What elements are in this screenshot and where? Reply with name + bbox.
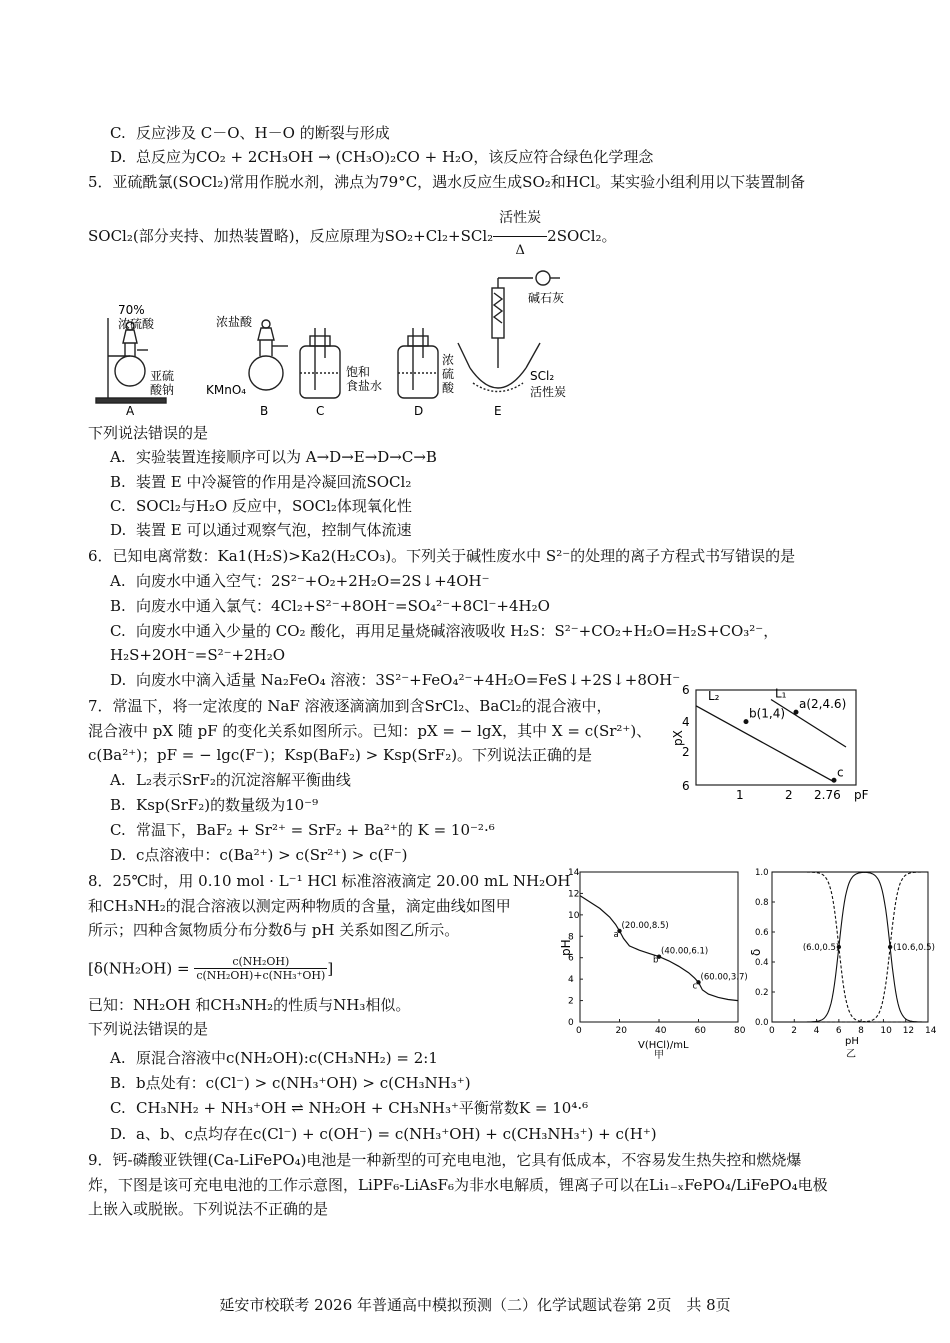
q8a-point-label: (20.00,8.5) [621,920,669,931]
q7-stem-line3: c(Ba²⁺)；pF = − lgc(F⁻)；Ksp(BaF₂) > Ksp(SrF₂)。下列说法正确的是 [88,746,593,764]
q8-ask: 下列说法错误的是 [88,1020,209,1038]
q8-formula: [δ(NH₂OH) = $\frac{\text{c(NH₂OH)}}{\text{c(NH₂OH)+c(NH₃⁺OH)}}$ ] [88,955,334,982]
q7-ytick-1: 4 [682,715,690,729]
q8b-ytick-label: 0.8 [755,898,769,908]
q8a-ylabel: pH [559,939,573,956]
q8a-xtick-label: 60 [694,1026,706,1036]
q8a-plot-frame [580,872,738,1022]
q8-stem-line1: 8．25℃时，用 0.10 mol · L⁻¹ HCl 标准溶液滴定 20.00 mL NH₂OH [88,872,571,890]
q8-stem-line2: 和CH₃NH₂的混合溶液以测定两种物质的含量，滴定曲线如图甲 [88,897,511,915]
q8a-point-tag: c [692,981,698,992]
q7-option-b: B. Ksp(SrF₂)的数量级为10⁻⁹ [110,796,319,814]
q7-point-c-label: c [837,765,844,780]
q8b-xtick-label: 8 [858,1026,864,1036]
q8-stem-line3: 所示；四种含氮物质分布分数δ与 pH 关系如图乙所示。 [88,921,460,939]
q8a-ytick-label: 14 [568,868,580,878]
q9-line2: 炸，下图是该可充电电池的工作示意图，LiPF₆-LiAsF₆为非水电解质，锂离子可以在Li₁₋ₓFePO₄/LiFePO₄电极 [88,1176,828,1194]
q7-point-b [744,719,749,724]
q7-option-a: A. L₂表示SrF₂的沉淀溶解平衡曲线 [110,771,351,789]
apparatus-figure [88,268,578,418]
a-reagent-label-1: 70% [118,303,145,317]
q5-stem-line1: 5．亚硫酰氯(SOCl₂)常用作脱水剂，沸点为79°C，遇水反应生成SO₂和HCl。某实验小组利用以下装置制备 [88,173,806,191]
q6-option-c-cont: H₂S+2OH⁻=S²⁻+2H₂O [110,646,286,664]
q7-pX-pF-chart [668,680,878,805]
q8a-xtick-label: 80 [734,1026,746,1036]
q8b-point-label: (6.0,0.5) [802,943,840,953]
q8-formula-denominator: c(NH₂OH)+c(NH₃⁺OH) [196,969,326,982]
apparatus-tag-b: B [260,404,269,418]
q8-option-d: D. a、b、c点均存在c(Cl⁻) + c(OH⁻) = c(NH₃⁺OH) + c(CH₃NH₃⁺) + c(H⁺) [110,1125,657,1143]
q5-option-d: D. 装置 E 可以通过观察气泡，控制气体流速 [110,521,412,539]
q6-option-d: D. 向废水中滴入适量 Na₂FeO₄ 溶液：3S²⁻+FeO₄²⁻+4H₂O=FeS↓+2S↓+8OH⁻ [110,671,681,689]
q8a-ytick-label: 10 [568,910,580,921]
q8a-point-tag: b [653,955,659,966]
q8b-xtick-label: 2 [791,1026,798,1036]
q8a-point-label: (60.00,3.7) [700,972,748,983]
q8b-xtick-label: 10 [880,1026,892,1036]
b-reagent-label: 浓盐酸 [216,315,253,329]
q7-ytick-2: 2 [682,745,690,759]
b-flask-label: KMnO₄ [206,383,247,397]
q8b-ytick-label: 0.4 [755,958,769,968]
q7-option-d: D. c点溶液中：c(Ba²⁺) > c(Sr²⁺) > c(F⁻) [110,846,408,864]
c-liquid-label-2: 食盐水 [346,379,383,393]
q8b-point [888,945,892,949]
q7-stem-line1: 7．常温下，将一定浓度的 NaF 溶液逐滴滴加到含SrCl₂、BaCl₂的混合液中， [88,697,612,715]
q5-stem-line2: SOCl₂(部分夹持、加热装置略)，反应原理为SO₂+Cl₂+SCl₂ 活性炭 Δ 2SOCl₂。 [88,210,617,258]
d-liquid-label-2: 硫 [442,367,455,381]
q7-point-c [832,778,837,783]
q8a-point-label: (40.00,6.1) [661,946,709,957]
page-footer: 延安市校联考 2026 年普通高中模拟预测（二）化学试题试卷第 2页 共 8页 [219,1296,731,1314]
c-liquid-label-1: 饱和 [346,365,371,379]
apparatus-tag-c: C [316,404,325,418]
q5-option-c: C. SOCl₂与H₂O 反应中，SOCl₂体现氧化性 [110,497,412,515]
q7-point-a [794,710,799,715]
q7-point-a-label: a(2,4.6) [799,697,847,712]
q7-xlabel: pF [854,788,869,802]
q8-option-b: B. b点处有：c(Cl⁻) > c(NH₃⁺OH) > c(CH₃NH₃⁺) [110,1074,471,1092]
e-catalyst-label: 活性炭 [530,385,567,399]
q8a-caption: 甲 [654,1050,664,1061]
q8b-ytick-label: 0.2 [755,988,769,998]
q6-option-c: C. 向废水中通入少量的 CO₂ 酸化，再用足量烧碱溶液吸收 H₂S：S²⁻+CO₂+H₂O=H₂S+CO₃²⁻， [110,622,779,640]
q7-stem-line2: 混合液中 pX 随 pF 的变化关系如图所示。已知：pX = − lgX，其中 X = c(Sr²⁺)、 [88,722,652,740]
q8b-ylabel: δ [749,948,763,956]
q8-formula-numerator: c(NH₂OH) [194,955,327,969]
q6-option-a: A. 向废水中通入空气：2S²⁻+O₂+2H₂O=2S↓+4OH⁻ [110,572,490,590]
q8b-point-label: (10.6,0.5) [893,943,935,953]
q9-line1: 9．钙-磷酸亚铁锂(Ca-LiFePO₄)电池是一种新型的可充电电池，它具有低成本，不容易发生热失控和燃烧爆 [88,1151,802,1169]
a-reagent-label-2: 浓硫酸 [118,317,155,331]
q7-series-L1-label: L₁ [775,686,787,701]
q8b-xtick-label: 4 [813,1026,820,1036]
q7-ytick-0: 6 [682,683,690,697]
q8-option-a: A. 原混合溶液中c(NH₂OH):c(CH₃NH₂) = 2:1 [110,1049,438,1067]
a-flask-label-2: 酸钠 [150,383,175,397]
q7-ytick-3: 6 [682,779,690,793]
q8b-xtick-label: 6 [835,1026,842,1036]
q8b-ytick-label: 0.6 [755,928,769,938]
q8a-xtick-label: 0 [576,1026,582,1036]
q8-titration-chart [559,862,748,1061]
q9-line3: 上嵌入或脱嵌。下列说法不正确的是 [88,1200,329,1218]
q8-option-c: C. CH₃NH₂ + NH₃⁺OH ⇌ NH₂OH + CH₃NH₃⁺平衡常数K = 10⁴·⁶ [110,1099,589,1117]
q8a-ytick-label: 0 [568,1018,574,1028]
e-top-label: 碱石灰 [528,291,565,305]
q7-xtick-2: 2.76 [814,788,841,802]
q7-point-b-label: b(1,4) [749,706,786,721]
e-liquid-label: SCl₂ [530,369,555,383]
q6-option-b: B. 向废水中通入氯气：4Cl₂+S²⁻+8OH⁻=SO₄²⁻+8Cl⁻+4H₂O [110,597,550,615]
q7-xtick-0: 1 [736,788,744,802]
q8b-xtick-label: 14 [925,1026,937,1036]
q4-option-c: C. 反应涉及 C－O、H－O 的断裂与形成 [110,124,390,142]
q8-note: 已知：NH₂OH 和CH₃NH₂的性质与NH₃相似。 [88,996,411,1014]
q8a-ytick-label: 2 [568,996,574,1007]
q5-ask: 下列说法错误的是 [88,424,209,442]
d-liquid-label-3: 酸 [442,381,455,395]
q8a-ytick-label: 6 [568,953,574,964]
q7-option-c: C. 常温下，BaF₂ + Sr²⁺ = SrF₂ + Ba²⁺的 K = 10⁻²·⁶ [110,821,495,839]
q8b-xlabel: pH [845,1036,859,1047]
d-liquid-label-1: 浓 [442,353,455,367]
q8a-xtick-label: 40 [655,1026,667,1036]
q8-distribution-chart [749,862,937,1060]
q8b-xtick-label: 0 [769,1026,775,1036]
q8a-ytick-label: 8 [568,932,574,943]
q5-option-b: B. 装置 E 中冷凝管的作用是冷凝回流SOCl₂ [110,473,412,491]
a-flask-label-1: 亚硫 [150,369,175,383]
q8b-caption: 乙 [846,1049,856,1060]
q6-stem: 6．已知电离常数：Ka1(H₂S)>Ka2(H₂CO₃)。下列关于碱性废水中 S²⁻的处理的离子方程式书写错误的是 [88,547,796,565]
q7-ylabel: pX [671,730,685,746]
q7-series-L2-label: L₂ [708,688,720,703]
q8a-point-tag: a [613,929,619,940]
q8a-xtick-label: 20 [615,1026,627,1036]
apparatus-tag-e: E [494,404,502,418]
q8a-ytick-label: 12 [568,889,580,900]
reaction-condition: 活性炭 Δ [493,226,547,246]
q8a-titration-curve [580,896,738,1001]
q8a-ytick-label: 4 [568,975,574,986]
q8b-ytick-label: 1.0 [755,868,769,878]
apparatus-tag-a: A [126,404,135,418]
q7-xtick-1: 2 [785,788,793,802]
q5-option-a: A. 实验装置连接顺序可以为 A→D→E→D→C→B [110,448,437,466]
q4-option-d: D. 总反应为CO₂ + 2CH₃OH → (CH₃O)₂CO + H₂O，该反应符合绿色化学理念 [110,148,654,166]
q8b-xtick-label: 12 [902,1026,915,1036]
q8b-ytick-label: 0.0 [755,1018,769,1028]
q8a-xlabel: V(HCl)/mL [638,1040,689,1051]
apparatus-tag-d: D [414,404,424,418]
